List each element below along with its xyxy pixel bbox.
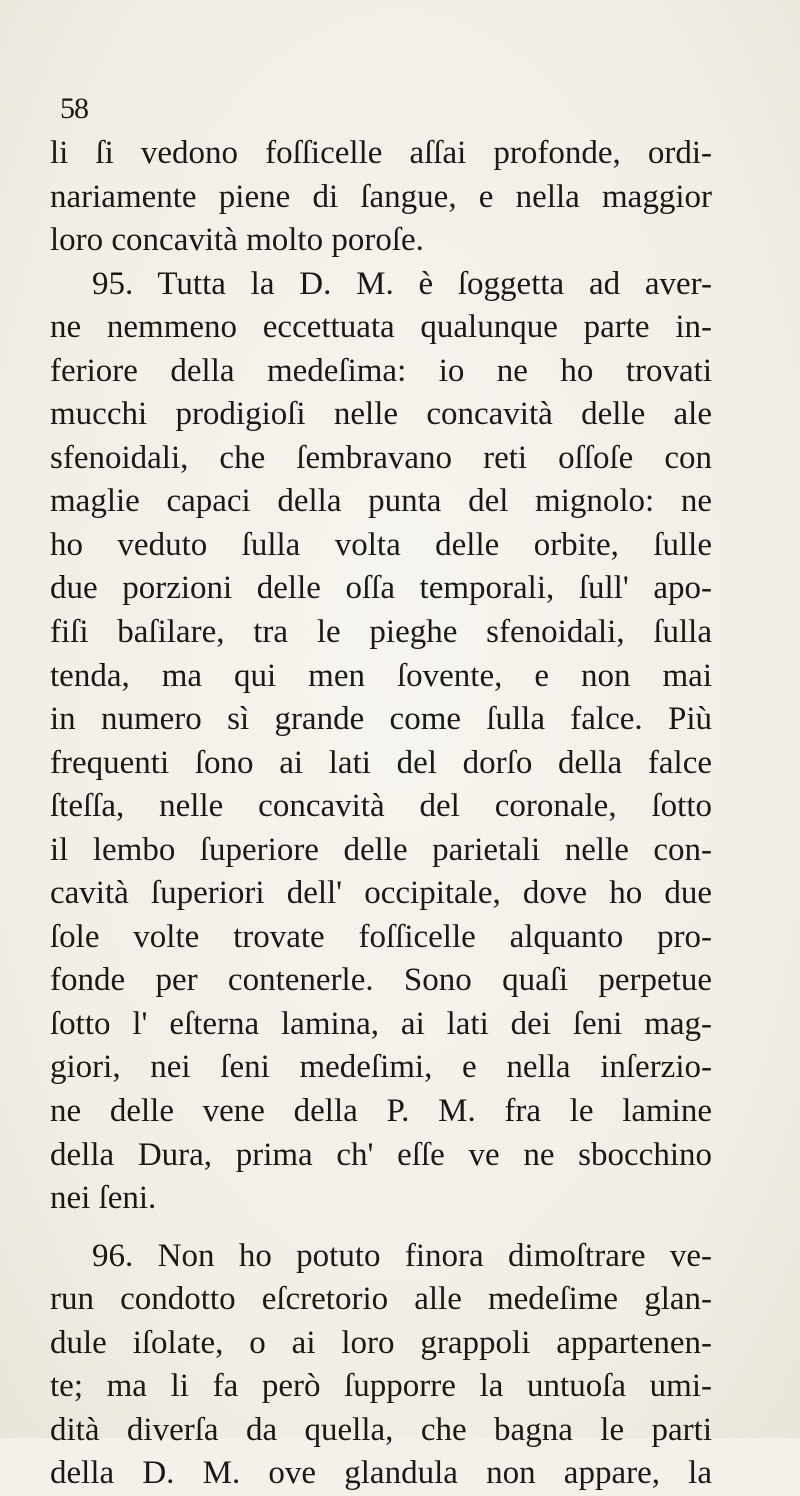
paragraph-95 (50, 263, 712, 1221)
text-line: frequenti ſono ai lati del dorſo della falce (50, 744, 712, 781)
text-line: 96. Non ho potuto finora dimoſtrare ve- (92, 1237, 712, 1274)
text-line: sfenoidali, che ſembravano reti oſſoſe con (50, 439, 712, 476)
text-line: della Dura, prima ch' eſſe ve ne sbocchino (50, 1136, 712, 1173)
text-line: dule iſolate, o ai loro grappoli appartenen- (50, 1324, 712, 1361)
text-line: il lembo ſuperiore delle parietali nelle con- (50, 831, 712, 868)
text-line: mucchi prodigioſi nelle concavità delle ale (50, 396, 712, 433)
text-line: ſteſſa, nelle concavità del coronale, ſotto (50, 788, 712, 825)
text-line: te; ma li fa però ſupporre la untuoſa umi- (50, 1368, 712, 1405)
text-line: cavità ſuperiori dell' occipitale, dove ho due (50, 875, 712, 912)
text-line: li ſi vedono foſſicelle aſſai profonde, ordi- (50, 135, 712, 171)
text-line: ne nemmeno eccettuata qualunque parte in- (50, 309, 712, 346)
text-line: maglie capaci della punta del mignolo: ne (50, 483, 712, 520)
body-text (50, 132, 712, 1496)
page-number: 58 (60, 92, 88, 125)
text-line: in numero sì grande come ſulla falce. Più (50, 701, 712, 738)
text-line: giori, nei ſeni medeſimi, e nella inſerzio- (50, 1049, 712, 1086)
text-line: 95. Tutta la D. M. è ſoggetta ad aver- (92, 265, 712, 302)
text-line: tenda, ma qui men ſovente, e non mai (50, 657, 712, 694)
text-line: due porzioni delle oſſa temporali, ſull' apo- (50, 570, 712, 607)
text-line: nei ſeni. (50, 1180, 157, 1217)
text-line: nariamente piene di ſangue, e nella maggior (50, 178, 712, 215)
text-line: feriore della medeſima: io ne ho trovati (50, 352, 712, 389)
text-line: ho veduto ſulla volta delle orbite, ſulle (50, 526, 712, 563)
text-line: fiſi baſilare, tra le pieghe sfenoidali, ſulla (50, 614, 712, 651)
paragraph-spacing (50, 1221, 712, 1235)
text-line: ne delle vene della P. M. fra le lamine (50, 1093, 712, 1130)
text-line: dità diverſa da quella, che bagna le parti (50, 1411, 712, 1448)
text-line: ſotto l' eſterna lamina, ai lati dei ſeni mag- (50, 1005, 712, 1042)
text-line: ſole volte trovate foſſicelle alquanto pro- (50, 918, 712, 955)
text-line: fonde per contenerle. Sono quaſi perpetue (50, 962, 712, 999)
text-line: della D. M. ove glandula non appare, la (50, 1455, 712, 1492)
paragraph-96 (50, 1235, 712, 1496)
paragraph-continuation (50, 132, 712, 263)
text-line: run condotto eſcretorio alle medeſime glan- (50, 1281, 712, 1318)
text-line: loro concavità molto poroſe. (50, 222, 424, 259)
